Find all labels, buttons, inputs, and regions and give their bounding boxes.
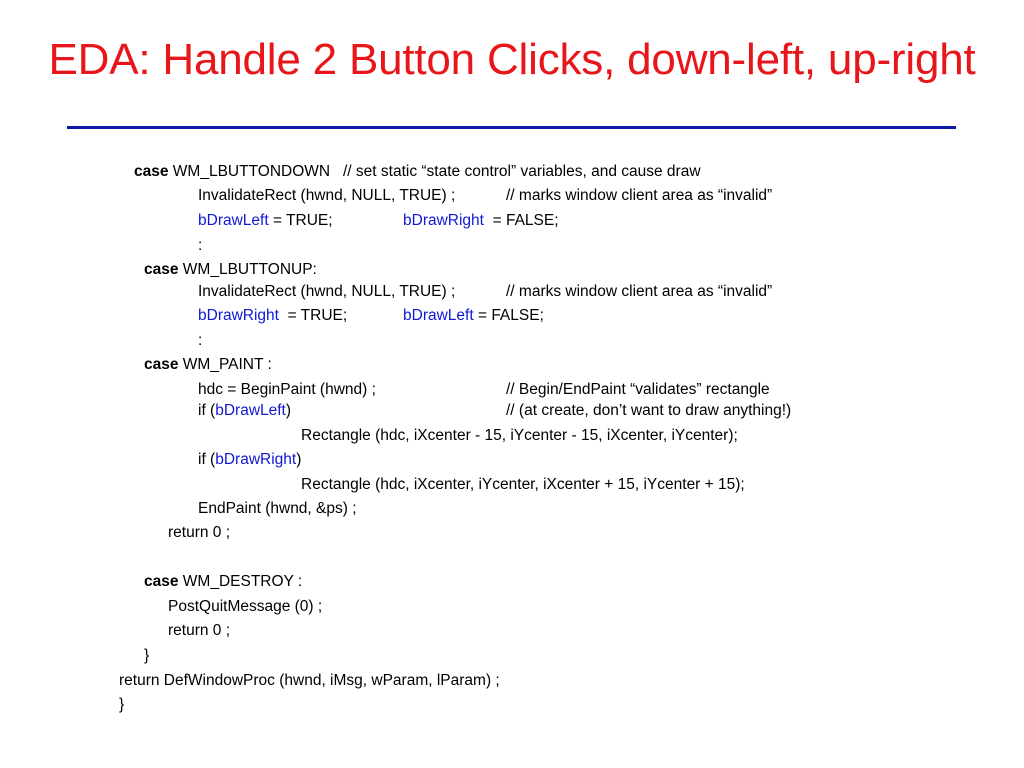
case-lbuttondown-line xyxy=(134,162,701,182)
bdrawleft-var: bDrawLeft xyxy=(215,402,286,419)
bdrawleft-var: bDrawLeft xyxy=(403,307,474,324)
assign-false-text: = FALSE; xyxy=(473,307,544,324)
assign-false-text: = FALSE; xyxy=(483,212,559,229)
lbuttonup-invalidate-comment: // marks window client area as “invalid” xyxy=(506,283,773,300)
paint-if-left xyxy=(198,401,291,421)
destroy-post-quit: PostQuitMessage (0) ; xyxy=(168,598,323,615)
lbuttondown-invalidate-comment: // marks window client area as “invalid” xyxy=(506,187,773,204)
case-paint-line xyxy=(144,355,272,375)
case-keyword: case xyxy=(144,356,179,373)
if-open-text: if ( xyxy=(198,451,216,468)
lbuttonup-assign-right xyxy=(198,306,347,326)
paint-rect-left: Rectangle (hdc, iXcenter - 15, iYcenter - 15, iXcenter, iYcenter); xyxy=(301,427,738,444)
destroy-return: return 0 ; xyxy=(168,622,231,639)
case-lbuttonup-line xyxy=(144,260,317,280)
bdrawleft-var: bDrawLeft xyxy=(198,212,269,229)
paint-label: WM_PAINT : xyxy=(178,356,272,373)
paint-rect-right: Rectangle (hdc, iXcenter, iYcenter, iXcenter + 15, iYcenter + 15); xyxy=(301,476,745,493)
function-close-brace: } xyxy=(119,696,125,713)
lbuttondown-assign-left xyxy=(198,211,333,231)
if-open-text: if ( xyxy=(198,402,216,419)
lbuttonup-label: WM_LBUTTONUP: xyxy=(178,261,317,278)
destroy-label: WM_DESTROY : xyxy=(178,573,303,590)
lbuttonup-ellipsis: : xyxy=(198,332,203,349)
lbuttondown-assign-right xyxy=(403,211,559,231)
bdrawright-var: bDrawRight xyxy=(403,212,484,229)
bdrawright-var: bDrawRight xyxy=(198,307,279,324)
paint-if-left-comment: // (at create, don’t want to draw anything!) xyxy=(506,402,792,419)
assign-true-text: = TRUE; xyxy=(278,307,348,324)
lbuttonup-invalidate: InvalidateRect (hwnd, NULL, TRUE) ; xyxy=(198,283,456,300)
if-close-text: ) xyxy=(296,451,302,468)
def-window-proc-line: return DefWindowProc (hwnd, iMsg, wParam, lParam) ; xyxy=(119,672,500,689)
title-underline xyxy=(67,126,956,129)
case-destroy-line xyxy=(144,572,302,592)
paint-return: return 0 ; xyxy=(168,524,231,541)
slide-title: EDA: Handle 2 Button Clicks, down-left, up-right xyxy=(48,35,976,84)
paint-end: EndPaint (hwnd, &ps) ; xyxy=(198,500,357,517)
lbuttondown-ellipsis: : xyxy=(198,237,203,254)
bdrawright-var: bDrawRight xyxy=(215,451,297,468)
paint-begin-comment: // Begin/EndPaint “validates” rectangle xyxy=(506,381,770,398)
if-close-text: ) xyxy=(285,402,292,419)
paint-begin: hdc = BeginPaint (hwnd) ; xyxy=(198,381,376,398)
paint-if-right xyxy=(198,450,301,470)
lbuttondown-invalidate: InvalidateRect (hwnd, NULL, TRUE) ; xyxy=(198,187,456,204)
assign-true-text: = TRUE; xyxy=(268,212,333,229)
case-keyword: case xyxy=(144,261,179,278)
case-keyword: case xyxy=(144,573,179,590)
lbuttonup-assign-left xyxy=(403,306,544,326)
lbuttondown-label: WM_LBUTTONDOWN // set static “state control” variables, and cause draw xyxy=(168,163,701,180)
switch-close-brace: } xyxy=(144,647,150,664)
case-keyword: case xyxy=(134,163,169,180)
